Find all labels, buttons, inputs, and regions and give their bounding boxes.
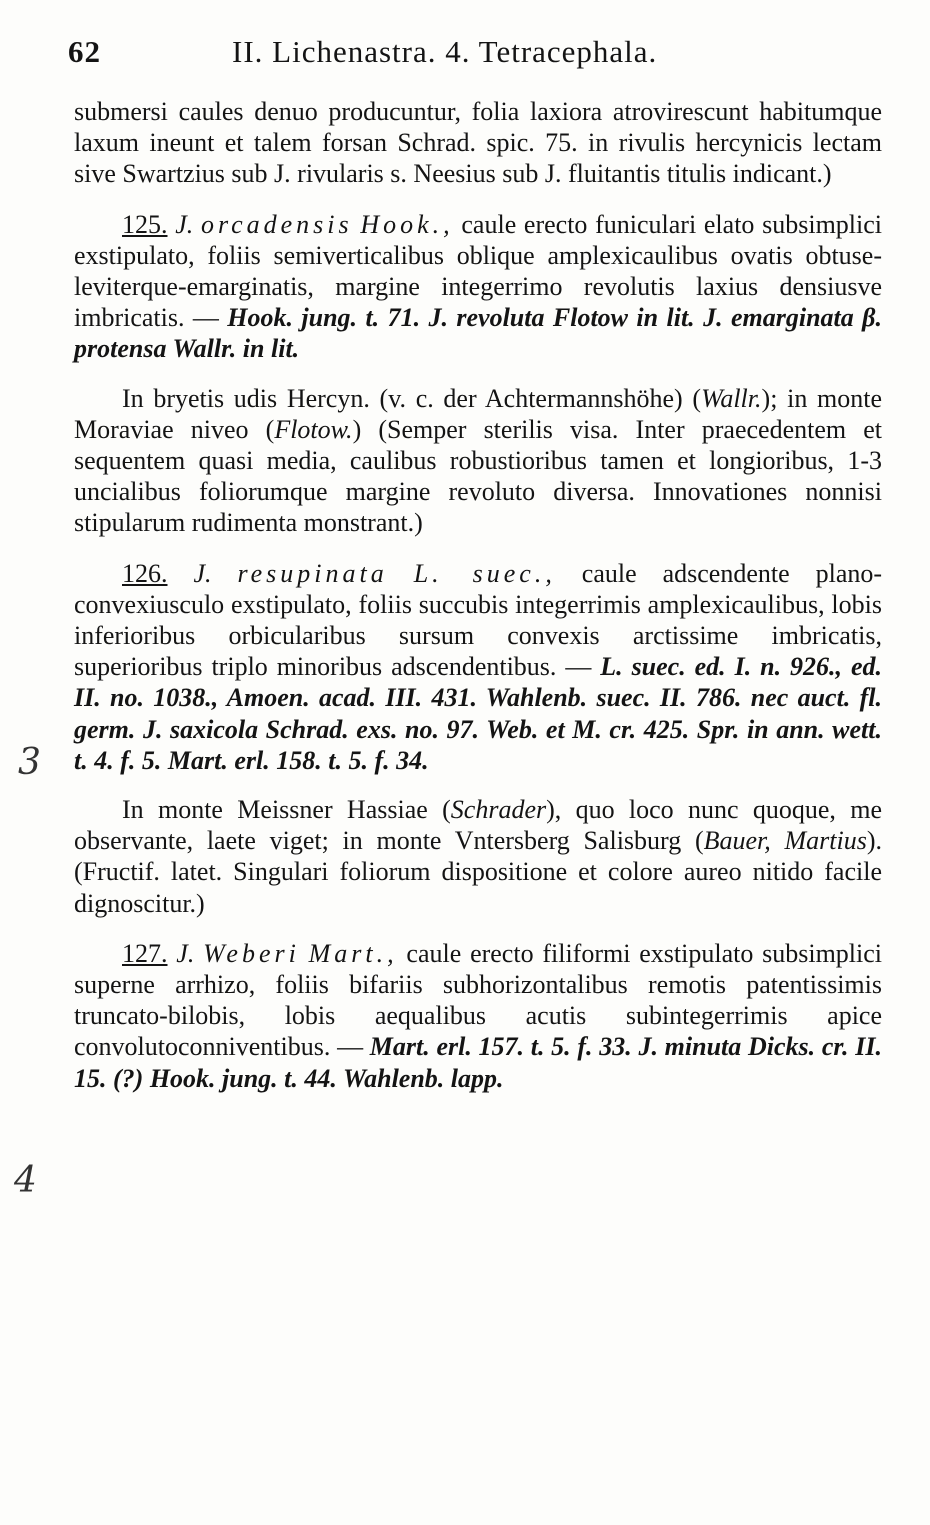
genus: J. xyxy=(176,938,195,968)
entry-127 xyxy=(74,938,882,1094)
collector: Schrader xyxy=(450,795,547,825)
habitat-125 xyxy=(74,383,882,539)
page-header xyxy=(62,30,882,70)
entry-number: 126. xyxy=(122,558,168,588)
entry-number: 127. xyxy=(122,938,168,968)
description: caule erecto filiformi exstipulato subsimplici superne arrhizo, foliis bifariis subhorizontalibus remotis patentissimis truncato-bilobis, lobis aequalibus acutis subintegerrimis apice convolutoconniventibus. — xyxy=(74,938,883,1062)
entry-125 xyxy=(74,209,882,365)
collector: Bauer, Martius xyxy=(703,826,867,856)
entry-126 xyxy=(74,558,882,776)
species-name: resupinata xyxy=(237,558,388,588)
species-author: L. suec., xyxy=(413,558,556,588)
species-name: Weberi xyxy=(203,938,300,968)
running-title: II. Lichenastra. 4. Tetracephala. xyxy=(232,34,658,69)
habitat-text: ); in monte Moraviae niveo ( xyxy=(74,383,883,444)
habitat-126 xyxy=(74,794,882,919)
genus: J. xyxy=(175,209,194,239)
paragraph-continuation: submersi caules denuo producuntur, folia laxiora atrovirescunt habitumque laxum ineunt et talem forsan Schrad. spic. 75. in rivulis hercynicis lectam sive Swartzius sub J. rivularis s. Neesius sub J. fluitantis titulis indicant.) xyxy=(74,97,882,189)
page-number: 62 xyxy=(68,34,101,69)
margin-note-127: 4 xyxy=(14,1160,37,1201)
habitat-text: ) (Semper sterilis visa. Inter praecedentem et sequentem quasi media, caulibus robustioribus tamen et longioribus, 1-3 uncialibus foliorumque margine revoluto diversa. Innovationes nonnisi stipularum rudimenta monstrant.) xyxy=(74,414,882,538)
entry-number: 125. xyxy=(122,209,168,239)
description: caule erecto funiculari elato subsimplici exstipulato, foliis semiverticalibus oblique amplexicaulibus ovatis obtuse-leviterque-emarginatis, margine integerrimo revolutis laxius densiusve imbricatis. — xyxy=(74,209,883,333)
species-name: orcadensis xyxy=(200,209,353,239)
references: Mart. erl. 157. t. 5. f. 33. J. minuta Dicks. cr. II. 15. (?) Hook. jung. t. 44. Wahlenb. lapp. xyxy=(74,1032,883,1093)
habitat-text: ). (Fructif. latet. Singulari foliorum dispositione et colore aureo nitido facile dignoscitur.) xyxy=(74,826,882,918)
species-author: Mart., xyxy=(308,938,398,968)
collector: Wallr. xyxy=(701,383,762,413)
species-author: Hook., xyxy=(360,209,454,239)
description: caule adscendente plano-convexiusculo exstipulato, foliis succubis integerrimis amplexicaulibus, lobis inferioribus orbicularibus sursum convexis arctissime imbricatis, superioribus triplo minoribus adscendentibus. — xyxy=(74,558,883,682)
body-text xyxy=(74,96,882,1094)
margin-note-126: 3 xyxy=(18,742,41,783)
habitat-text: In bryetis udis Hercyn. (v. c. der Achtermannshöhe) ( xyxy=(122,383,702,413)
genus: J. xyxy=(193,558,212,588)
habitat-text: ), quo loco nunc quoque, me observante, laete viget; in monte Vntersberg Salisburg ( xyxy=(74,795,882,856)
references: L. suec. ed. I. n. 926., ed. II. no. 1038., Amoen. acad. III. 431. Wahlenb. suec. II. 786. nec auct. fl. germ. J. saxicola Schrad. exs. no. 97. Web. et M. cr. 425. Spr. in ann. wett. t. 4. f. 5. Mart. erl. 158. t. 5. f. 34. xyxy=(74,652,882,775)
habitat-text: In monte Meissner Hassiae ( xyxy=(122,795,451,825)
collector: Flotow. xyxy=(274,414,353,444)
references: Hook. jung. t. 71. J. revoluta Flotow in lit. J. emarginata β. protensa Wallr. in lit. xyxy=(74,303,882,364)
